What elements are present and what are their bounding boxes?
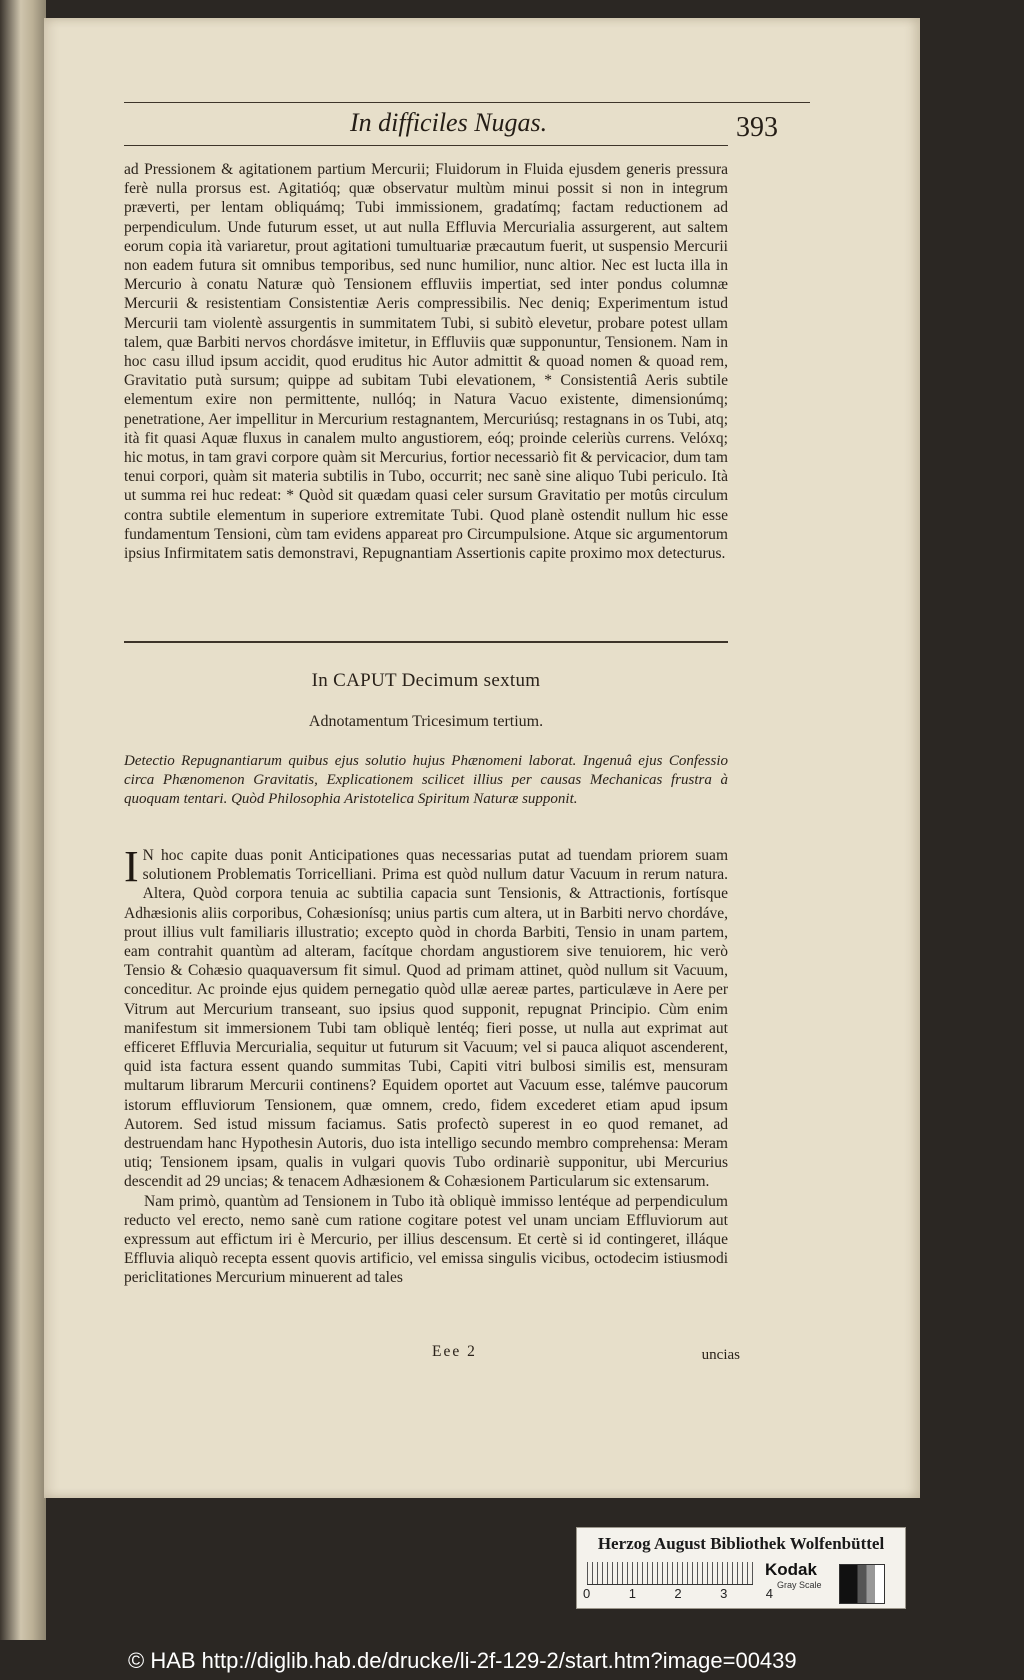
catchword: uncias <box>701 1347 740 1363</box>
running-head: In difficiles Nugas. <box>350 108 548 137</box>
scale-ruler <box>587 1562 753 1585</box>
scale-label: 1 <box>628 1586 636 1601</box>
annotation-title: Adnotamentum Tricesimum tertium. <box>308 713 544 730</box>
body-paragraph-2: Nam primò, quantùm ad Tensionem in Tubo ità obliquè immisso lentéque ad perpendiculum reducto vel erecto, nemo sanè cum ratione cogitare potest vel unam unciam Effluviorum aut expressum aut effictum iri è Mercurio, per illius descensum. Et certè si id contingeret, illáque Effluvia aliquò recepta essent quovis artificio, vel emissa singulis vicibus, octodecim istiusmodi periclitationes Mercurium minuerent ad tales <box>124 1192 728 1287</box>
chapter-body <box>124 842 728 1288</box>
kodak-logo: Kodak <box>765 1560 817 1579</box>
adjacent-page-edge <box>0 0 46 1640</box>
library-name: Herzog August Bibliothek Wolfenbüttel <box>597 1534 885 1553</box>
footer-credit: © HAB http://diglib.hab.de/drucke/li-2f-129-2/start.htm?image=00439 <box>128 1648 797 1673</box>
kodak-subtitle: Gray Scale <box>777 1580 822 1590</box>
header-rule-top <box>124 102 810 103</box>
scale-label: 0 <box>583 1586 591 1601</box>
body-paragraph-1 <box>124 842 728 1192</box>
page-number: 393 <box>736 112 778 143</box>
scale-labels <box>583 1586 773 1601</box>
body-paragraph-1-text: N hoc capite duas ponit Anticipationes quas necessarias putat ad tuendam priorem suam solutionem Problematis Torricelliani. Prima est quòd nullum datur Vacuum in rerum natura. Altera, Quòd corpora tenuia ac subtilia capacia sunt Tensionis, & Attractionis, fortísque Adhæsionis aliis corporibus, Cohæsionísq; unius partis cum altera, ut in Barbiti nervo chordáve, prout illius vult familiaris illustratio; excepto quòd in chorda Barbiti, Tensio in unam partem, eam contrahit quantùm ad alteram, facítque chordam angustiorem sive tenuiorem, hic verò Tensio & Cohæsio quaquaversum fit simul. Quod ad primam attinet, quòd nullum sit Vacuum, conceditur. Ac proinde ejus quidem pernegatio quòd ullæ aereæ partes, particulæve in Aere per Vitrum aut Mercurium transeant, suo ipsius quod supponit, repugnat Principio. Cùm enim manifestum sit immersionem Tubi tam obliquè lentéq; fieri posse, ut nulla aut exprimat aut efficeret Effluvia Mercurialia, sequitur ut futurum sit Vacuum; vel si pauca aliquot ascenderent, quid ista factura essent quando summitas Tubi, Capiti vitri bulbosi similis est, mensuram multarum librarum Mercurii continens? Equidem oportet aut Vacuum esse, talémve paucorum istorum effluviorum Tensionem, quæ omnem, credo, fidem excederet etiam apud ipsum Autorem. Sed istud missum faciamus. Satis profectò superest in eo quod remanet, ad destruendam hanc Hypothesin Autoris, duo ista intelligo secundo membro comprehensa: Meram utiq; Tensionem ipsam, qualis in vulgari quovis Tubo ordinariè supponitur, ubi Mercurius descendit ad 29 uncias; & tenacem Adhæsionem & Cohæsionem Particularum sic extensarum. <box>124 847 728 1191</box>
chapter-heading: In CAPUT Decimum sextum <box>311 670 541 691</box>
section-divider <box>124 641 728 643</box>
scale-label: 4 <box>765 1586 773 1601</box>
continued-paragraph <box>124 160 728 563</box>
scale-label: 2 <box>674 1586 682 1601</box>
color-calibration-card <box>576 1527 906 1609</box>
signature-mark: Eee 2 <box>432 1343 477 1360</box>
chapter-summary-text: Detectio Repugnantiarum quibus ejus solutio hujus Phænomeni laborat. Ingenuâ ejus Confessio circa Phænomenon Gravitatis, Explicationem scilicet illius per causas Mechanicas frustra à quoquam tentari. Quòd Philosophia Aristotelica Spiritum Naturæ supponit. <box>124 753 728 807</box>
gray-scale-patch <box>839 1564 885 1604</box>
scale-label: 3 <box>720 1586 728 1601</box>
footer-bar <box>0 1640 1024 1680</box>
chapter-summary <box>124 752 728 809</box>
drop-cap: I <box>124 842 139 891</box>
continued-paragraph-text: ad Pressionem & agitationem partium Mercurii; Fluidorum in Fluida ejusdem generis pressura ferè nulla prorsus est. Agitatióq; quæ observatur multùm minui possit si non in integrum præverti, per lentam obliquámq; Tubi immissionem, gradatímq; factam reductionem ad perpendiculum. Unde futurum esset, ut aut nulla Effluvia Mercurialia assurgerent, aut saltem eorum copia ità variaretur, prout agitationi tumultuariæ præcautum fuerit, ut suspensio Mercurii non eadem futura sit omnibus temporibus, sed nunc humilior, nunc altior. Nec est lucta illa in Mercurio à conatu Naturæ quò Tensionem effluviis impertiat, sed inter pondus columnæ Mercurii & resistentiam Consistentiæ Aeris compressibilis. Nec deniq; Experimentum istud Mercurii tam violentè assurgentis in summitatem Tubi, si subitò elevetur, probare potest ullam talem, quæ Barbiti nervos chordásve imitetur, in Effluviis quæ supponuntur, Tensionem. Nam in hoc casu illud ipsum accidit, quod eruditus hic Autor admittit & quoad nomen & quoad rem, Gravitatio putà sursum; quippe ad subitam Tubi elevationem, * Consistentiâ Aeris subtile elementum exire non permittente, nullóq; in Natura Vacuo existente, dimensionúmq; penetratione, Aer impellitur in Mercurium restagnantem, Mercuriúsq; restagnans in os Tubi, atq; ità fit quasi Aquæ fluxus in canalem multo angustiorem, eóq; proinde celeriùs currens. Velóxq; hic motus, in tam gravi corpore quàm sit Mercurius, fortior necessariò fit & pervicacior, dum tam tenui corpori, quàm sit materia subtilis in Tubo, occurrit; nec sanè sine aliquo Tubi periculo. Ità ut summa rei huc redeat: * Quòd sit quædam quasi celer sursum Gravitatio per motûs circulum contra subtile elementum in superiore extremitate Tubi. Quod planè ostendit nullum hic esse fundamentum Tensioni, cùm tam evidens appareat pro Circumpulsione. Atque sic argumentorum ipsius Infirmitatem satis demonstravi, Repugnantiam Assertionis capite proximo mox detecturus. <box>124 161 728 563</box>
header-rule-bottom <box>124 145 728 146</box>
